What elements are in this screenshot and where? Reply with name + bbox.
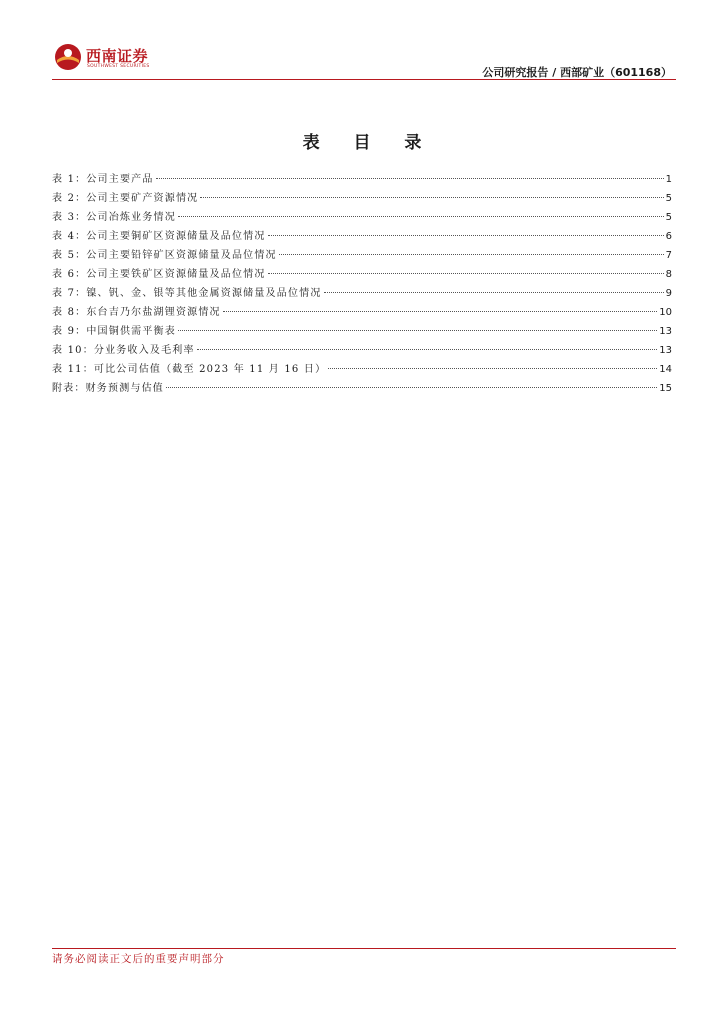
table-of-tables [52, 170, 672, 398]
toc-leader-dots [178, 330, 657, 331]
toc-entry[interactable] [52, 170, 672, 189]
toc-leader-dots [324, 292, 664, 293]
toc-entry-label: 表 1：公司主要产品 [52, 174, 154, 185]
toc-entry[interactable] [52, 303, 672, 322]
toc-entry-label: 表 10：分业务收入及毛利率 [52, 345, 195, 356]
logo-mark-icon [54, 43, 82, 71]
brand-name-en: SOUTHWEST SECURITIES [87, 64, 150, 69]
toc-entry-label: 表 11：可比公司估值（截至 2023 年 11 月 16 日） [52, 364, 327, 375]
brand-name-cn: 西南证券 [86, 47, 149, 65]
toc-entry-label: 表 8：东台吉乃尔盐湖锂资源情况 [52, 307, 221, 318]
toc-entry[interactable] [52, 265, 672, 284]
toc-entry-page: 5 [665, 193, 672, 204]
toc-entry-page: 5 [665, 212, 672, 223]
toc-entry-label: 表 9：中国铜供需平衡表 [52, 326, 176, 337]
toc-entry-page: 15 [659, 383, 672, 394]
toc-leader-dots [166, 387, 657, 388]
footer-divider [52, 948, 676, 949]
toc-leader-dots [223, 311, 658, 312]
toc-entry-label: 表 7：镍、钒、金、银等其他金属资源储量及品位情况 [52, 288, 322, 299]
toc-leader-dots [328, 368, 657, 369]
toc-leader-dots [197, 349, 658, 350]
toc-heading: 表 目 录 [302, 133, 436, 153]
toc-entry[interactable] [52, 227, 672, 246]
toc-entry[interactable] [52, 284, 672, 303]
toc-entry[interactable] [52, 246, 672, 265]
toc-entry[interactable] [52, 189, 672, 208]
toc-entry-page: 14 [659, 364, 672, 375]
toc-entry-page: 10 [659, 307, 672, 318]
toc-entry-label: 表 6：公司主要铁矿区资源储量及品位情况 [52, 269, 266, 280]
toc-entry-page: 1 [665, 174, 672, 185]
toc-entry[interactable] [52, 341, 672, 360]
toc-entry-page: 9 [665, 288, 672, 299]
toc-entry[interactable] [52, 208, 672, 227]
toc-entry-label: 表 2：公司主要矿产资源情况 [52, 193, 199, 204]
toc-leader-dots [156, 178, 664, 179]
report-title: 公司研究报告 / 西部矿业（601168） [482, 66, 672, 79]
page-header [0, 0, 724, 82]
toc-entry-label: 表 5：公司主要铅锌矿区资源储量及品位情况 [52, 250, 277, 261]
toc-entry[interactable] [52, 379, 672, 398]
toc-leader-dots [178, 216, 664, 217]
toc-entry-label: 表 4：公司主要铜矿区资源储量及品位情况 [52, 231, 266, 242]
toc-entry-page: 7 [665, 250, 672, 261]
disclaimer-note: 请务必阅读正文后的重要声明部分 [52, 953, 225, 965]
toc-leader-dots [279, 254, 664, 255]
toc-entry-label: 附表：财务预测与估值 [52, 383, 164, 394]
toc-entry-page: 13 [659, 345, 672, 356]
toc-leader-dots [268, 273, 664, 274]
toc-entry-page: 13 [659, 326, 672, 337]
toc-entry[interactable] [52, 322, 672, 341]
header-divider [52, 79, 676, 80]
toc-leader-dots [200, 197, 663, 198]
toc-entry-page: 8 [665, 269, 672, 280]
company-logo [54, 43, 164, 75]
toc-entry[interactable] [52, 360, 672, 379]
toc-leader-dots [268, 235, 664, 236]
toc-entry-page: 6 [665, 231, 672, 242]
toc-entry-label: 表 3：公司冶炼业务情况 [52, 212, 176, 223]
